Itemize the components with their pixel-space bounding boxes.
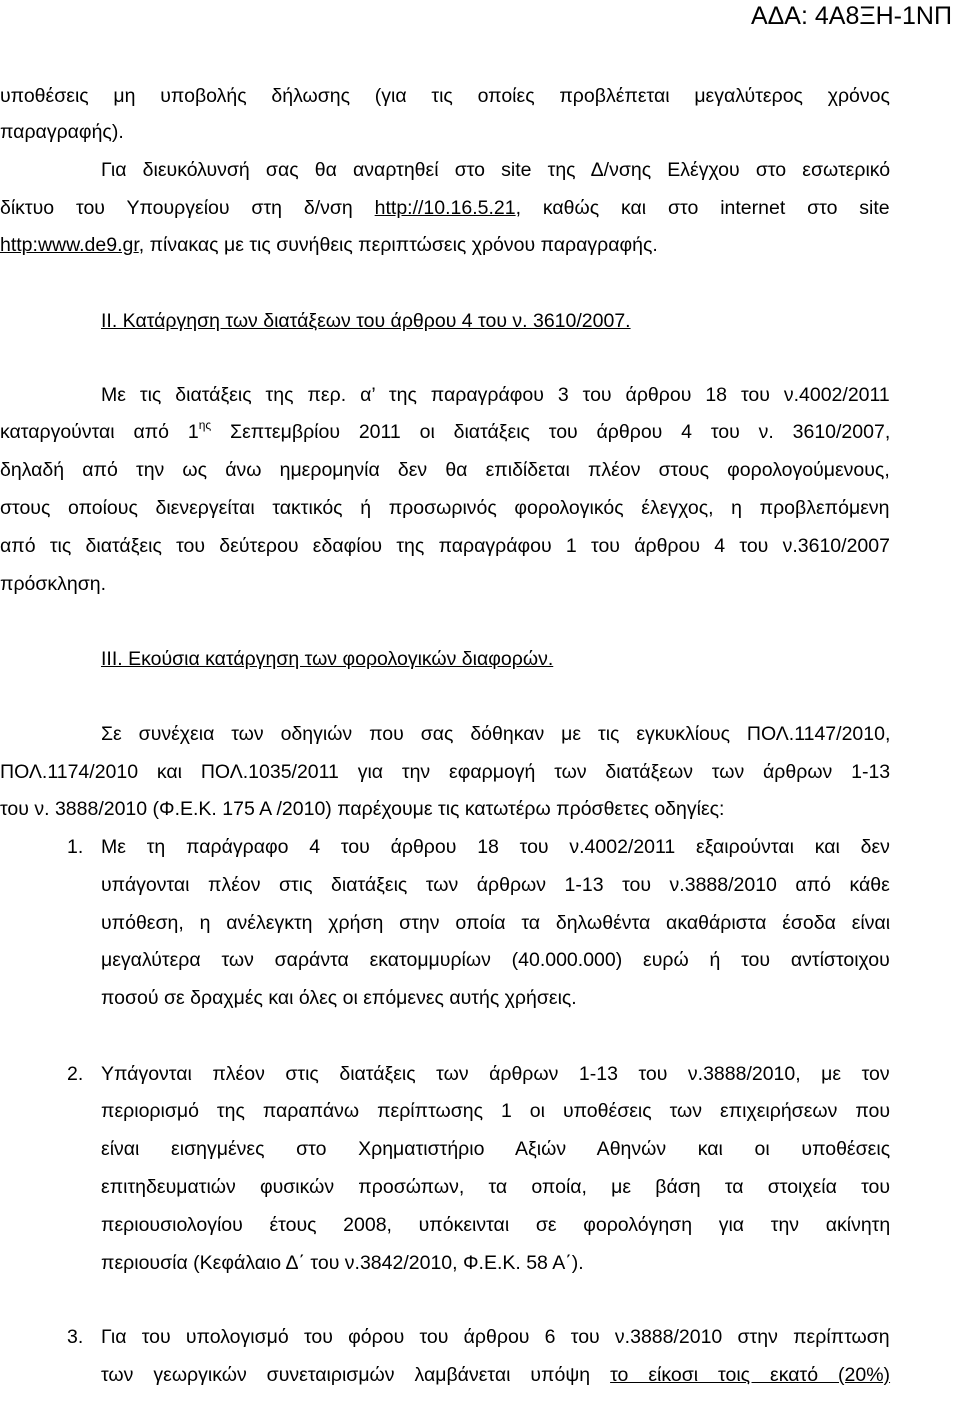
item-3-line-1: Για του υπολογισμό του φόρου του άρθρου 6 του ν.3888/2010 στην περίπτωση [101,1326,890,1348]
item-2-line-3: είναι εισηγμένες στο Χρηματιστήριο Αξιών Αθηνών και οι υποθέσεις [101,1138,891,1160]
section-3-line-2: ΠΟΛ.1174/2010 και ΠΟΛ.1035/2011 για την εφαρμογή των διατάξεων των άρθρων 1-13 [0,761,891,783]
item-3-line-2 [101,1362,890,1388]
item-1-line-1: Με τη παράγραφο 4 του άρθρου 18 του ν.4002/2011 εξαιρούνται και δεν [101,836,890,858]
intro-line-4-tail: , καθώς και στο internet στο site [515,197,890,219]
item-2-line-4: επιτηδευματιών φυσικών προσώπων, τα οποία, με βάση τα στοιχεία του [101,1176,891,1198]
section-2-line-3: δηλαδή από την ως άνω ημερομηνία δεν θα επιδίδεται πλέον στους φορολογούμενους, [0,459,890,481]
intro-line-3: Για διευκόλυνσή σας θα αναρτηθεί στο site της Δ/νσης Ελέγχου στο εσωτερικό [101,159,891,181]
ada-header: ΑΔΑ: 4Α8ΞΗ-1ΝΠ [750,2,952,30]
intro-line-5 [0,232,890,258]
section-2-heading: II. Κατάργηση των διατάξεων του άρθρου 4 του ν. 3610/2007. [101,310,631,332]
section-2-superscript: ης [198,417,212,432]
intro-line-4-text: δίκτυο του Υπουργείου στη δ/νση [0,197,375,219]
item-1-line-5: ποσού σε δραχμές και όλες οι επόμενες αυτής χρήσεις. [101,987,577,1009]
section-2-line-5: από τις διατάξεις του δεύτερου εδαφίου της παραγράφου 1 του άρθρου 4 του ν.3610/2007 [0,535,890,557]
item-1-line-4: μεγαλύτερα των σαράντα εκατομμυρίων (40.000.000) ευρώ ή του αντίστοιχου [101,949,890,971]
item-1-number: 1. [67,836,84,858]
intro-line-1: υποθέσεις μη υποβολής δήλωσης (για τις οποίες προβλέπεται μεγαλύτερος χρόνος [0,85,890,107]
item-2-line-1: Υπάγονται πλέον στις διατάξεις των άρθρων 1-13 του ν.3888/2010, με τον [101,1063,890,1085]
section-3-line-3: του ν. 3888/2010 (Φ.Ε.Κ. 175 Α /2010) παρέχουμε τις κατωτέρω πρόσθετες οδηγίες: [0,798,725,820]
item-1-line-2: υπάγονται πλέον στις διατάξεις των άρθρων 1-13 του ν.3888/2010 από κάθε [101,874,890,896]
section-2-line-2 [0,419,890,445]
section-3-heading: III. Εκούσια κατάργηση των φορολογικών διαφορών. [101,648,554,670]
section-2-line-6: πρόσκληση. [0,573,107,595]
section-2-line-2-a: καταργούνται από 1 [0,421,199,443]
intro-line-5-tail: , πίνακας με τις συνήθεις περιπτώσεις χρόνου παραγραφής. [138,234,658,256]
section-2-line-2-b: Σεπτεμβρίου 2011 οι διατάξεις του άρθρου 4 του ν. 3610/2007, [211,421,891,443]
item-3-underlined-percent: το είκοσι τοις εκατό (20%) [610,1364,891,1386]
item-2-number: 2. [67,1063,84,1085]
intro-line-2: παραγραφής). [0,121,124,143]
section-3-line-1: Σε συνέχεια των οδηγιών που σας δόθηκαν με τις εγκυκλίους ΠΟΛ.1147/2010, [101,723,891,745]
intranet-link[interactable]: http://10.16.5.21 [374,197,516,219]
item-2-line-6: περιουσία (Κεφάλαιο Δ΄ του ν.3842/2010, Φ.Ε.Κ. 58 Α΄). [101,1252,584,1274]
internet-site-link[interactable]: http:www.de9.gr [0,234,139,256]
item-3-line-2-a: των γεωργικών συνεταιρισμών λαμβάνεται υπόψη [101,1364,611,1386]
section-2-line-4: στους οποίους διενεργείται τακτικός ή προσωρινός φορολογικός έλεγχος, η προβλεπόμενη [0,497,890,519]
intro-line-4 [0,195,890,221]
item-1-line-3: υπόθεση, η ανέλεγκτη χρήση στην οποία τα δηλωθέντα ακαθάριστα έσοδα είναι [101,912,891,934]
item-2-line-2: περιορισμό της παραπάνω περίπτωσης 1 οι υποθέσεις των επιχειρήσεων που [101,1100,891,1122]
item-3-number: 3. [67,1326,84,1348]
item-2-line-5: περιουσιολογίου έτους 2008, υπόκεινται σε φορολόγηση για την ακίνητη [101,1214,891,1236]
section-2-line-1: Με τις διατάξεις της περ. α’ της παραγράφου 3 του άρθρου 18 του ν.4002/2011 [101,384,890,406]
